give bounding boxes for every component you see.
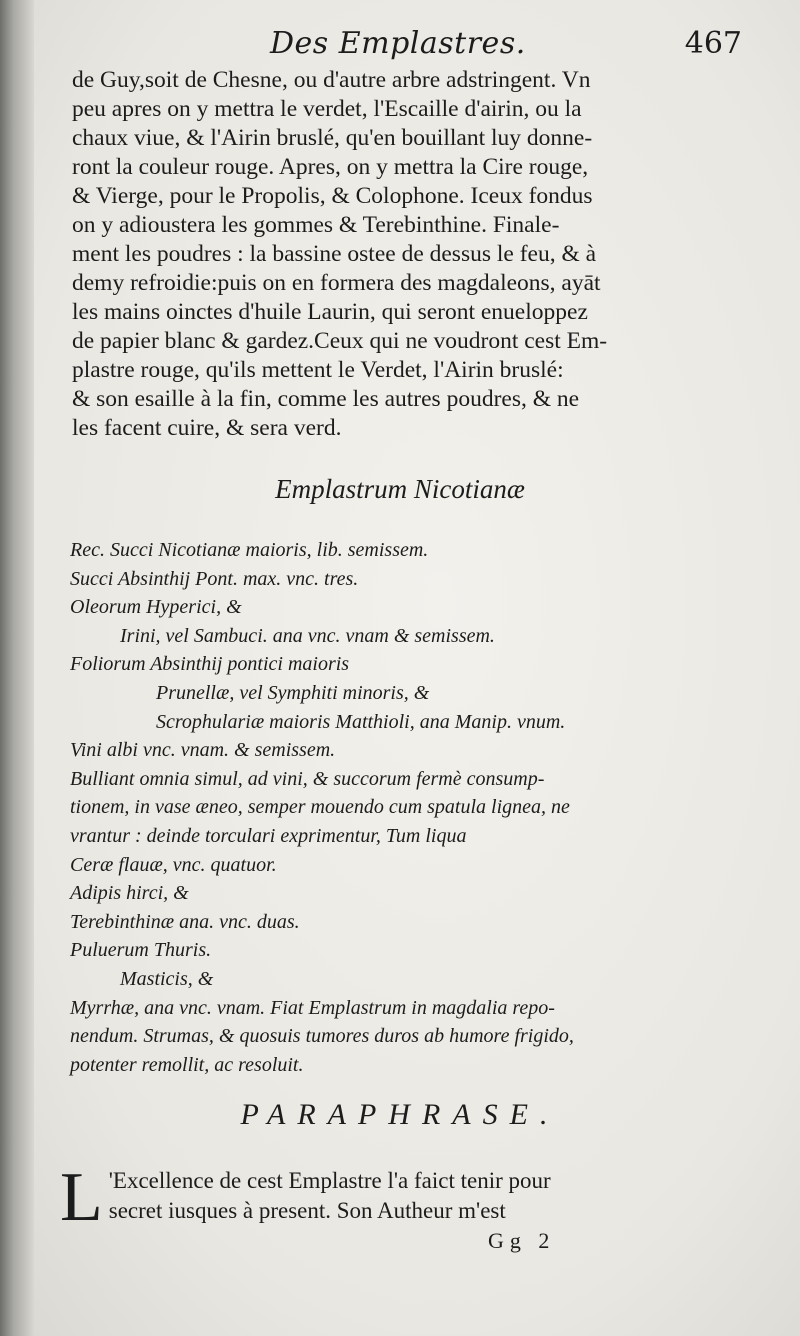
text-line: peu apres on y mettra le verdet, l'Escaille d'airin, ou la	[72, 96, 582, 122]
recipe-line: potenter remollit, ac resoluit.	[70, 1053, 304, 1076]
recipe-line: Prunellæ, vel Symphiti minoris, &	[156, 681, 430, 704]
text-line: chaux viue, & l'Airin bruslé, qu'en bouillant luy donne-	[72, 125, 593, 151]
running-head: Des Emplastres.	[270, 26, 526, 61]
recipe-line: Rec. Succi Nicotianæ maioris, lib. semissem.	[70, 539, 429, 561]
recipe-line: Puluerum Thuris.	[70, 939, 212, 962]
recipe-line: Vini albi vnc. vnam. & semissem.	[70, 739, 336, 762]
recipe-line: nendum. Strumas, & quosuis tumores duros ab humore frigido,	[70, 1025, 574, 1048]
text-line: & Vierge, pour le Propolis, & Colophone. Iceux fondus	[72, 183, 593, 209]
text-line: & son esaille à la fin, comme les autres poudres, & ne	[72, 386, 580, 412]
recipe-line: Irini, vel Sambuci. ana vnc. vnam & semissem.	[120, 624, 495, 647]
page-number: 467	[684, 26, 742, 61]
text-line: on y adioustera les gommes & Terebinthine. Finale-	[72, 212, 560, 238]
text-line: ment les poudres : la bassine ostee de dessus le feu, & à	[72, 241, 597, 267]
drop-cap: L	[60, 1159, 103, 1236]
paraphrase-paragraph	[60, 1159, 700, 1236]
recipe-line: Foliorum Absinthij pontici maioris	[70, 653, 350, 676]
recipe-line: Bulliant omnia simul, ad vini, & succorum fermè consump-	[70, 767, 545, 790]
binding-gutter	[0, 0, 34, 1336]
paraphrase-heading: PARAPHRASE.	[240, 1098, 560, 1131]
recipe-line: tionem, in vase æneo, semper mouendo cum spatula lignea, ne	[70, 796, 570, 819]
recipe-line: Adipis hirci, &	[70, 882, 189, 905]
recipe-line: vrantur : deinde torculari exprimentur, Tum liqua	[70, 824, 467, 847]
recipe-line: Ceræ flauæ, vnc. quatuor.	[70, 853, 277, 876]
text-line: de papier blanc & gardez.Ceux qui ne voudront cest Em-	[72, 328, 608, 354]
recipe-line: Scrophulariæ maioris Matthioli, ana Manip. vnum.	[156, 710, 566, 733]
recipe-line: Succi Absinthij Pont. max. vnc. tres.	[70, 567, 359, 590]
text-line: de Guy,soit de Chesne, ou d'autre arbre adstringent. Vn	[72, 67, 591, 93]
section-title: Emplastrum Nicotianæ	[275, 474, 525, 504]
text-line: les facent cuire, & sera verd.	[72, 415, 342, 441]
text-line: les mains oinctes d'huile Laurin, qui seront enueloppez	[72, 299, 588, 325]
text-line: plastre rouge, qu'ils mettent le Verdet, l'Airin bruslé:	[72, 357, 564, 383]
page-header	[70, 26, 742, 66]
recipe-line: Terebinthinæ ana. vnc. duas.	[70, 910, 300, 933]
text-line: 'Excellence de cest Emplastre l'a faict tenir pour	[108, 1168, 551, 1193]
recipe-line: Oleorum Hyperici, &	[70, 596, 242, 619]
text-line: ront la couleur rouge. Apres, on y mettra la Cire rouge,	[72, 154, 589, 180]
recipe-line: Masticis, &	[120, 967, 214, 990]
signature-mark: Gg 2	[488, 1228, 556, 1253]
body-paragraph	[72, 66, 692, 443]
recipe-block	[70, 536, 700, 1079]
text-line: secret iusques à present. Son Autheur m'est	[108, 1198, 506, 1223]
recipe-line: Myrrhæ, ana vnc. vnam. Fiat Emplastrum in magdalia repo-	[70, 996, 555, 1019]
text-line: demy refroidie:puis on en formera des magdaleons, ayāt	[72, 270, 601, 296]
